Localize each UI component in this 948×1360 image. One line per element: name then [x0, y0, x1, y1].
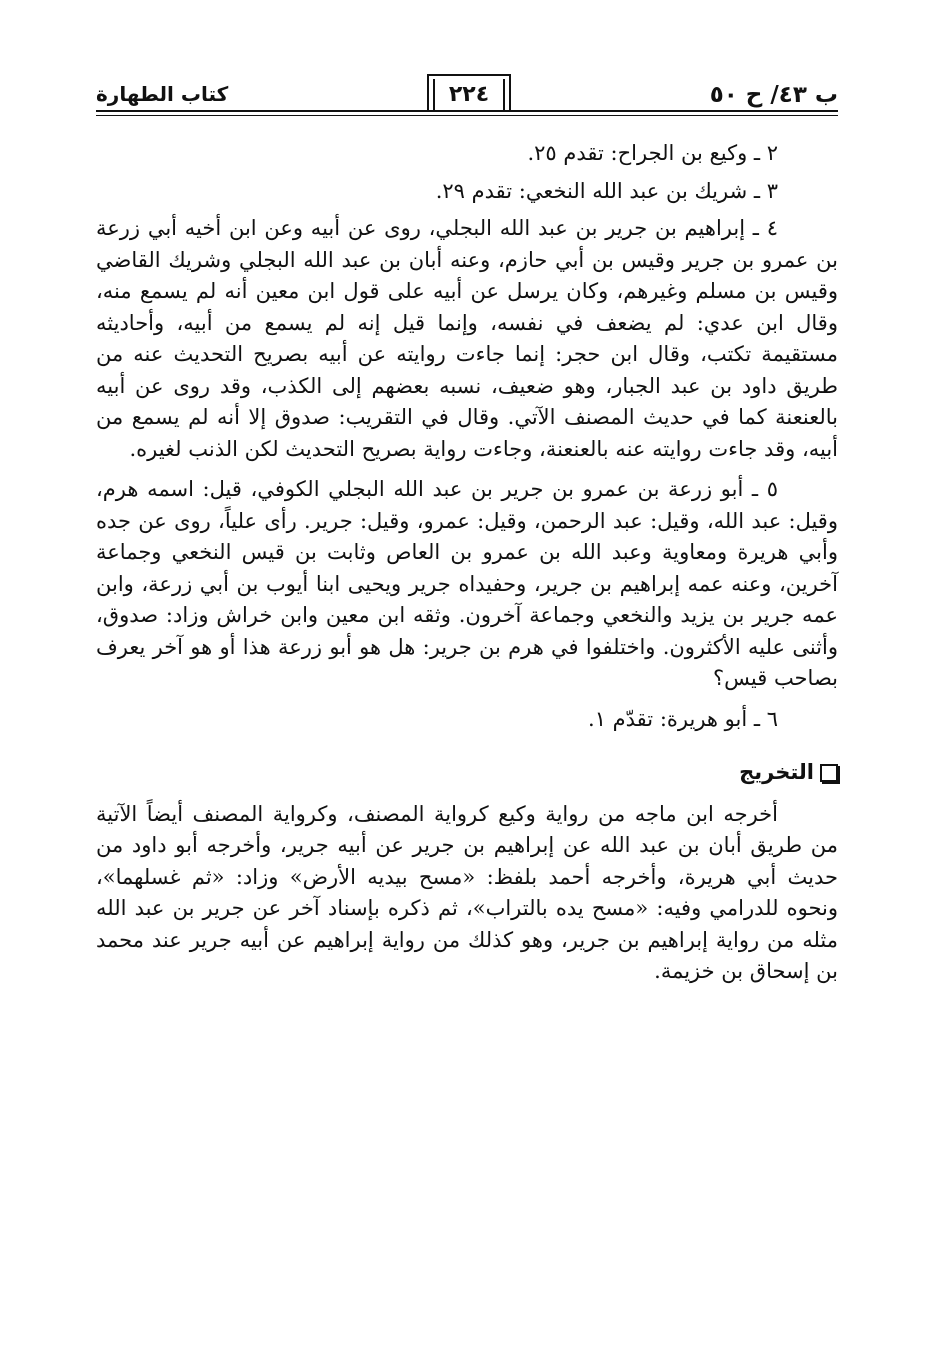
header-reference: ب ٤٣/ ح ٥٠ [709, 82, 838, 108]
header-rule-thin [96, 115, 838, 116]
square-bullet-icon [820, 764, 838, 782]
narrator-entry: ٤ ـ إبراهيم بن جرير بن عبد الله البجلي، روى عن أبيه وعن ابن أخيه أبي زرعة بن عمرو بن جرير وقيس بن أبي حازم، وعنه أبان بن عبد الله البجلي وشريك القاضي وقيس بن مسلم وغيرهم، وكان يرسل عن أبيه على قول ابن معين أنه لم يسمع منه، وقال ابن عدي: لم يضعف في نفسه، وإنما قيل إنه لم يسمع من أبيه، وأحاديثه مستقيمة تكتب، وقال ابن حجر: إنما جاءت روايته عن أبيه بصريح التحديث عنه من طريق داود بن عبد الجبار، وهو ضعيف، نسبه بعضهم إلى الكذب، وقد روى عن أبيه بالعنعنة كما في حديث المصنف الآتي. وقال في التقريب: صدوق إلا أنه لم يسمع من أبيه، وقد جاءت روايته عنه بالعنعنة، وجاءت رواية بصريح التحديث لكن الذنب لغيره. [96, 216, 838, 461]
narrator-entry: ٦ ـ أبو هريرة: تقدّم ١. [588, 706, 778, 731]
page-number: ٢٢٤ [448, 81, 490, 107]
page-body [96, 138, 838, 997]
header-rule [96, 110, 838, 112]
takhrij-paragraph: أخرجه ابن ماجه من رواية وكيع كرواية المصنف، وكرواية المصنف أيضاً الآتية من طريق أبان بن عبد الله عن إبراهيم بن جرير عن أبيه جرير، وأخرجه أبو داود من حديث أبي هريرة، وأخرجه أحمد بلفظ: «مسح بيديه الأرض» وزاد: «ثم غسلهما»، ونحوه للدرامي وفيه: «مسح يده بالتراب»، ثم ذكره بإسناد آخر عن جرير بن عبد الله مثله من رواية إبراهيم بن جرير، وهو كذلك من رواية إبراهيم عن أبيه جرير عند محمد بن إسحاق بن خزيمة. [96, 801, 838, 983]
page-number-frame [427, 74, 511, 112]
narrator-entry: ٢ ـ وكيع بن الجراح: تقدم ٢٥. [527, 141, 778, 165]
section-heading-label: التخريج [739, 760, 814, 784]
narrator-entry: ٥ ـ أبو زرعة بن عمرو بن جرير بن عبد الله البجلي الكوفي، قيل: اسمه هرم، وقيل: عبد الله، وقيل: عبد الرحمن، وقيل: عمرو، وقيل: جرير. رأى علياً، روى عن جده وأبي هريرة ومعاوية وعبد الله بن عمرو بن العاص وثابت بن قيس النخعي وجماعة آخرين، وعنه عمه إبراهيم بن جرير، وحفيداه جرير ويحيى ابنا أيوب بن أبي زرعة، وابن عمه جرير بن يزيد والنخعي وجماعة آخرون. وثقه ابن معين وابن خراش وزاد: صدوق، وأثنى عليه الأكثرون. واختلفوا في هرم بن جرير: هل هو أبو زرعة هذا أو هو آخر يعرف بصاحب قيس؟ [96, 477, 838, 690]
page-header [96, 68, 838, 120]
header-book-title: كتاب الطهارة [96, 82, 229, 106]
section-heading [96, 757, 838, 789]
narrator-entry: ٣ ـ شريك بن عبد الله النخعي: تقدم ٢٩. [435, 178, 778, 203]
